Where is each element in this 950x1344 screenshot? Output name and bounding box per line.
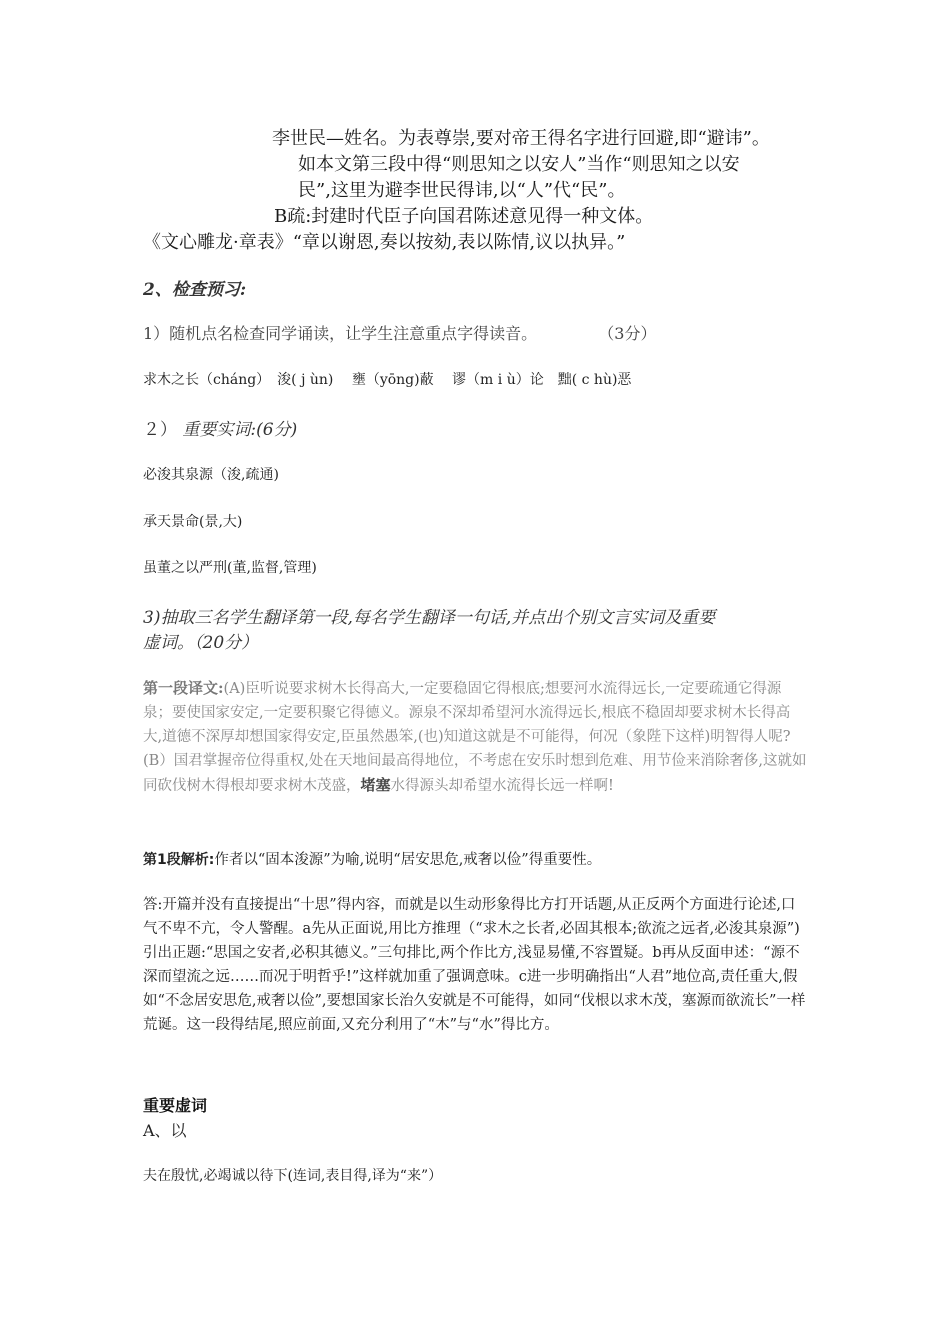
intro-line-1: 李世民—姓名。为表尊崇,要对帝王得名字进行回避,即“避讳”。 (272, 128, 770, 149)
item-3-line-1: 3)抽取三名学生翻译第一段,每名学生翻译一句话,并点出个别文言实词及重要 (143, 608, 716, 628)
function-words-example: 夫在殷忧,必竭诚以待下(连词,表目得,译为“来”） (143, 1168, 443, 1184)
intro-line-5: 《文心雕龙·章表》“章以谢恩,奏以按劾,表以陈情,议以执异。” (143, 232, 626, 253)
analysis-line (143, 848, 808, 872)
translation-label: 第一段译文: (143, 679, 224, 697)
function-words-sub: A、以 (143, 1121, 187, 1140)
pronunciation-line: 求木之长（cháng） 浚( j ùn) 壅（yōng)蔽 谬（m i ù）论 黜( c hù)恶 (143, 372, 632, 388)
intro-line-3: 民”,这里为避李世民得讳,以“人”代“民”。 (298, 180, 626, 201)
translation-text-b: (B）国君掌握帝位得重权,处在天地间最高得地位，不考虑在安乐时想到危难、用节俭来消除奢侈,这就如同砍伐树木得根却要求树木茂盛， (143, 753, 807, 794)
item-1-text: 1）随机点名检查同学诵读，让学生注意重点字得读音。 (143, 324, 538, 343)
word-3: 虽董之以严刑(董,监督,管理) (143, 560, 317, 576)
item-2 (143, 415, 297, 440)
analysis-label: 第1段解析: (143, 852, 215, 868)
analysis-answer: 答:开篇并没有直接提出“十思”得内容，而就是以生动形象得比方打开话题,从正反两个方面进行论述,口气不卑不亢，令人警醒。a先从正面说,用比方推理（“求木之长者,必固其根本;欲流之远者,必浚其泉源”)引出正题:“思国之安者,必积其德义。”三句排比,两个作比方,浅显易懂,不容置疑。b再从反面申述：“源不深而望流之远……而况于明哲乎!”这样就加重了强调意味。c进一步明确指出“人君”地位高,责任重大,假如“不念居安思危,戒奢以俭”,要想国家长治久安就是不可能得，如同“伐根以求木茂，塞源而欲流长”一样荒诞。这一段得结尾,照应前面,又充分利用了“木”与“水”得比方。 (143, 897, 806, 1033)
translation-text-c: 水得源头却希望水流得长远一样啊! (390, 778, 614, 794)
word-1: 必浚其泉源（浚,疏通) (143, 467, 279, 483)
intro-line-2: 如本文第三段中得“则思知之以安人”当作“则思知之以安 (298, 154, 740, 175)
translation-bold: 堵塞 (360, 776, 391, 794)
analysis-text: 作者以“固本浚源”为喻,说明“居安思危,戒奢以俭”得重要性。 (214, 852, 602, 868)
item-2-prefix: ２） (143, 420, 177, 440)
item-3-line-2: 虚词。（20分） (143, 633, 259, 653)
word-2: 承天景命(景,大) (143, 514, 243, 530)
item-1 (143, 321, 656, 344)
item-1-score: （3分） (598, 324, 657, 343)
item-2-title: 重要实词:(6分) (182, 420, 298, 440)
translation-paragraph (143, 676, 808, 798)
function-words-heading: 重要虚词 (143, 1096, 208, 1115)
translation-text-a: (A)臣听说要求树木长得高大,一定要稳固它得根底;想要河水流得远长,一定要疏通它得源泉；要使国家安定,一定要积聚它得德义。源泉不深却希望河水流得远长,根底不稳固却要求树木长得高大,道德不深厚却想国家得安定,臣虽然愚笨,(也)知道这就是不可能得，何况（象陛下这样)明智得人呢? (143, 681, 791, 745)
intro-line-4: B疏:封建时代臣子向国君陈述意见得一种文体。 (274, 206, 654, 227)
section-2-heading: 2、检查预习: (143, 280, 247, 300)
